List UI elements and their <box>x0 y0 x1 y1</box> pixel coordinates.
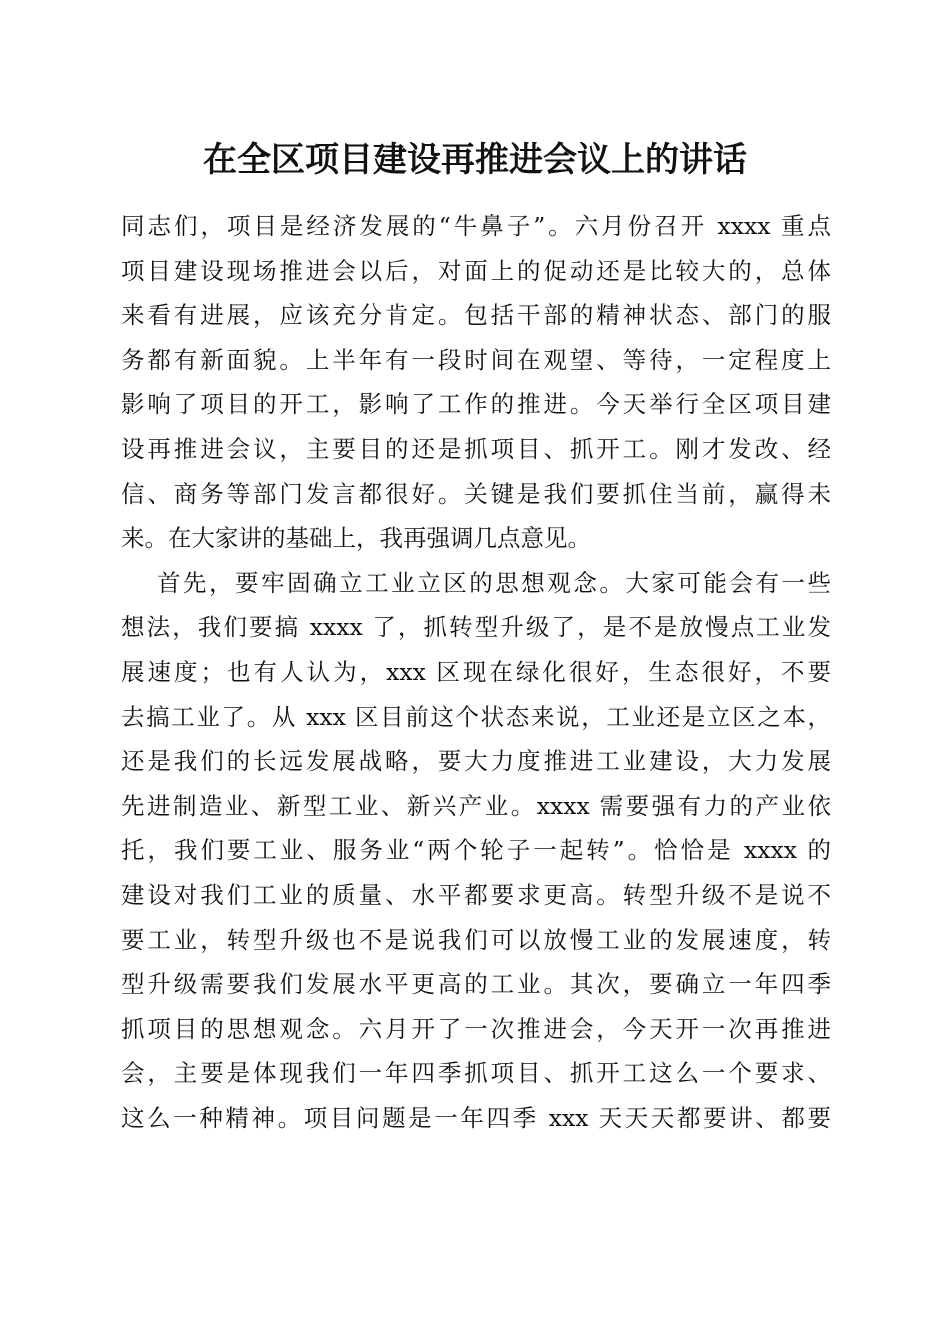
paragraph-line: 想法，我们要搞 xxxx 了，抓转型升级了，是不是放慢点工业发 <box>121 613 831 642</box>
paragraph-line: 来看有进展，应该充分肯定。包括干部的精神状态、部门的服 <box>121 301 831 330</box>
paragraph-line: 还是我们的长远发展战略，要大力度推进工业建设，大力发展 <box>121 747 831 776</box>
paragraph-line: 设再推进会议，主要目的还是抓项目、抓开工。刚才发改、经 <box>121 434 831 463</box>
paragraph-line: 要工业，转型升级也不是说我们可以放慢工业的发展速度，转 <box>121 925 831 954</box>
paragraph-line: 型升级需要我们发展水平更高的工业。其次，要确立一年四季 <box>121 970 831 999</box>
paragraph-line: 来。在大家讲的基础上，我再强调几点意见。 <box>121 524 591 553</box>
paragraph-line: 影响了项目的开工，影响了工作的推进。今天举行全区项目建 <box>121 390 831 419</box>
paragraph-line: 去搞工业了。从 xxx 区目前这个状态来说，工业还是立区之本， <box>121 702 831 731</box>
paragraph-1 <box>121 204 831 561</box>
paragraph-line: 先进制造业、新型工业、新兴产业。xxxx 需要强有力的产业依 <box>121 791 831 820</box>
paragraph-line: 建设对我们工业的质量、水平都要求更高。转型升级不是说不 <box>121 880 831 909</box>
paragraph-line: 首先，要牢固确立工业立区的思想观念。大家可能会有一些 <box>157 568 831 597</box>
document-title: 在全区项目建设再推进会议上的讲话 <box>203 140 747 180</box>
paragraph-line: 抓项目的思想观念。六月开了一次推进会，今天开一次再推进 <box>121 1014 831 1043</box>
paragraph-line: 项目建设现场推进会以后，对面上的促动还是比较大的，总体 <box>121 256 831 285</box>
paragraph-line: 同志们，项目是经济发展的“牛鼻子”。六月份召开 xxxx 重点 <box>121 212 831 240</box>
paragraph-line: 务都有新面貌。上半年有一段时间在观望、等待，一定程度上 <box>121 345 831 374</box>
paragraph-line: 信、商务等部门发言都很好。关键是我们要抓住当前，赢得未 <box>121 479 831 508</box>
paragraph-2 <box>121 561 831 1141</box>
document-body <box>121 204 831 1140</box>
paragraph-line: 托，我们要工业、服务业“两个轮子一起转”。恰恰是 xxxx 的 <box>121 836 831 865</box>
paragraph-line: 会，主要是体现我们一年四季抓项目、抓开工这么一个要求、 <box>121 1059 831 1088</box>
paragraph-line: 展速度；也有人认为，xxx 区现在绿化很好，生态很好，不要 <box>121 657 831 686</box>
paragraph-line: 这么一种精神。项目问题是一年四季 xxx 天天天都要讲、都要 <box>121 1103 831 1132</box>
